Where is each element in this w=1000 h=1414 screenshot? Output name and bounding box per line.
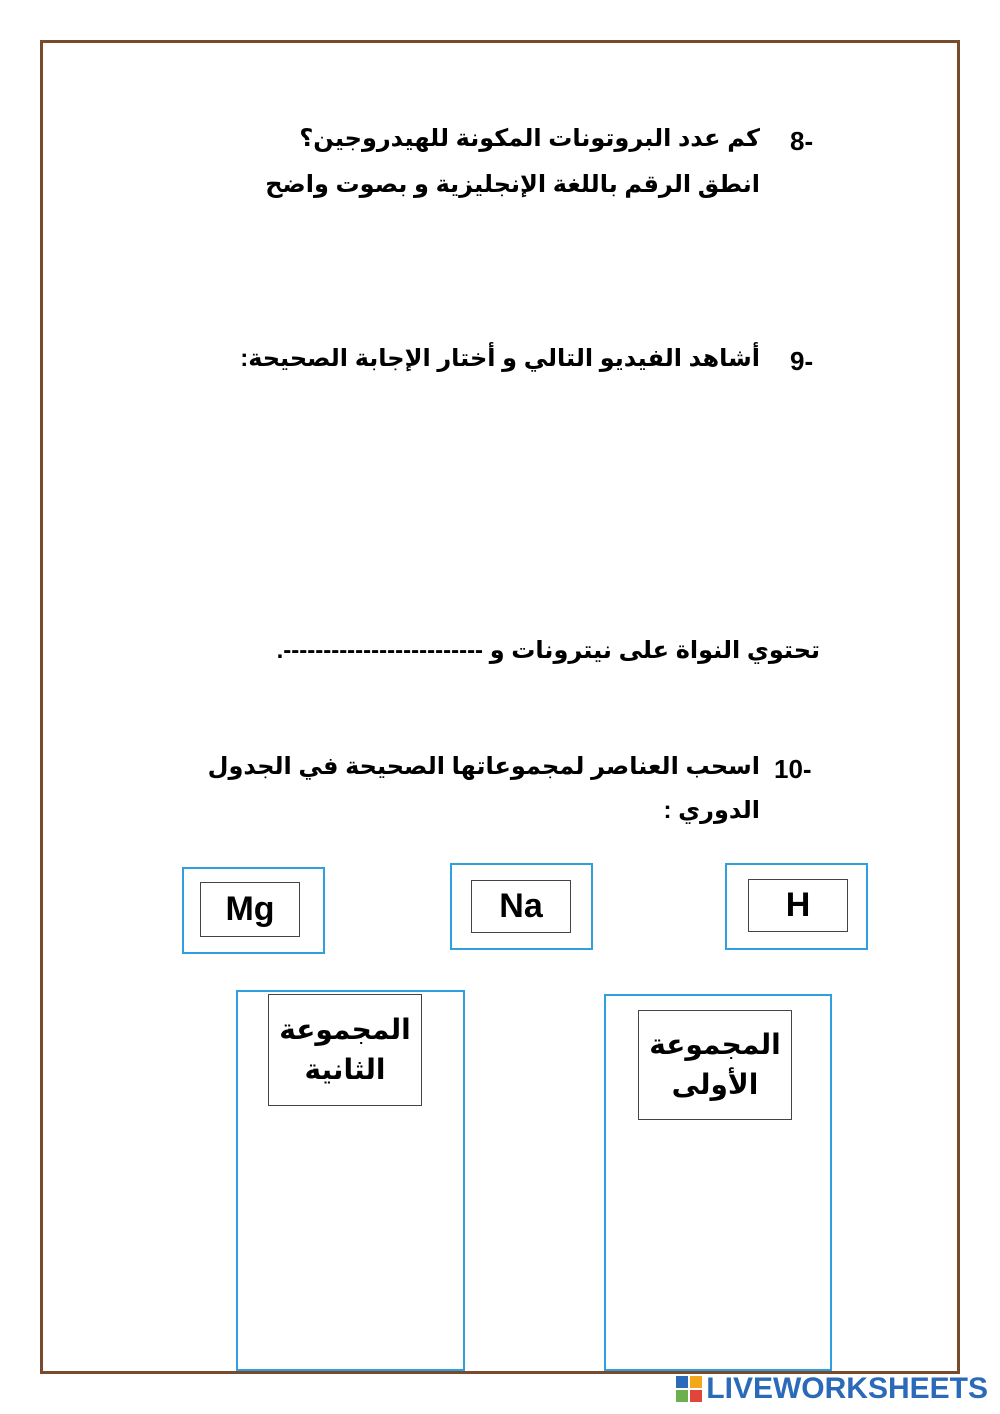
group-2-label: [268, 994, 422, 1106]
question-10-text: اسحب العناصر لمجموعاتها الصحيحة في الجدول: [207, 753, 760, 780]
liveworksheets-logo-text: LIVEWORKSHEETS: [706, 1372, 988, 1405]
question-8-instruction: انطق الرقم باللغة الإنجليزية و بصوت واضح: [265, 171, 760, 198]
fill-blank-sentence[interactable]: تحتوي النواة على نيترونات و -------------------------.: [276, 637, 820, 664]
question-10-number: 10-: [774, 754, 812, 784]
question-9-number: 9-: [790, 346, 814, 376]
group-1-label-line2: الأولى: [671, 1069, 759, 1100]
question-8-text: كم عدد البروتونات المكونة للهيدروجين؟: [299, 125, 760, 152]
draggable-h-label: H: [748, 879, 848, 932]
draggable-na[interactable]: [450, 863, 593, 950]
group-2-label-line1: المجموعة: [279, 1014, 411, 1045]
draggable-mg-label: Mg: [200, 882, 300, 937]
drop-zone-group-2[interactable]: [236, 990, 465, 1371]
group-1-label: [638, 1010, 792, 1120]
question-10-text-cont: الدوري :: [663, 797, 760, 824]
drop-zone-group-1[interactable]: [604, 994, 832, 1371]
group-2-label-line2: الثانية: [304, 1054, 386, 1085]
draggable-h[interactable]: [725, 863, 868, 950]
question-8-number: 8-: [790, 126, 814, 156]
draggable-na-label: Na: [471, 880, 571, 933]
liveworksheets-logo: [676, 1372, 988, 1406]
group-1-label-line1: المجموعة: [649, 1029, 781, 1060]
liveworksheets-logo-icon: [676, 1376, 702, 1402]
question-9-text: أشاهد الفيديو التالي و أختار الإجابة الصحيحة:: [240, 345, 760, 372]
draggable-mg[interactable]: [182, 867, 325, 954]
